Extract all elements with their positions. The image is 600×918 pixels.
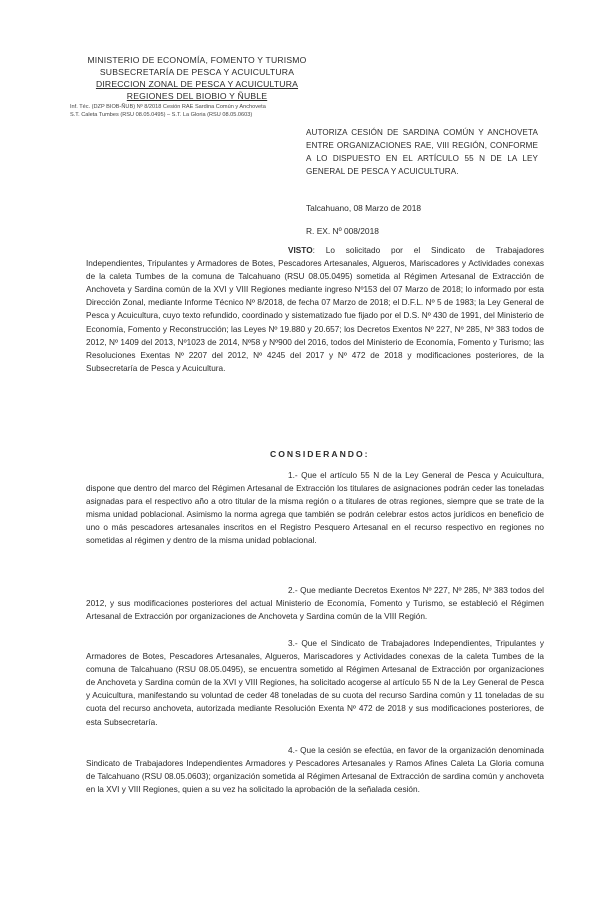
considerando-text: 2.- Que mediante Decretos Exentos Nº 227, Nº 285, Nº 383 todos del 2012, y sus modificaciones posteriores del actual Ministerio de Economía, Fomento y Turismo, se estableció el Régimen Artesanal de Extracción por organizaciones de Anchoveta y Sardina común de la VIII Región. [86,586,544,622]
resolution-number: R. EX. Nº 008/2018 [306,226,379,236]
visto-paragraph [86,244,544,375]
zonal-direction-line: DIRECCION ZONAL DE PESCA Y ACUICULTURA [95,79,299,89]
considerando-1 [86,469,544,548]
reference-line: S.T. Caleta Tumbes (RSU 08.05.0495) – S.T. La Gloria (RSU 08.05.0603) [70,111,253,118]
considerando-4 [86,744,544,796]
regions-line: REGIONES DEL BIOBIO Y ÑUBLE [126,91,268,101]
letterhead [72,54,322,102]
considerando-text: 4.- Que la cesión se efectúa, en favor de la organización denominada Sindicato de Trabajadores Independientes Armadores y Pescadores Artesanales y Ramos Afines Caleta La Gloria comuna de Talcahuano (RSU 08.05.0603); organización sometida al Régimen Artesanal de Extracción de sardina común y anchoveta en la XVI y VIII Regiones, quien a su vez ha solicitado la aprobación de la señalada cesión. [86,746,544,795]
subject-block: AUTORIZA CESIÓN DE SARDINA COMÚN Y ANCHOVETA ENTRE ORGANIZACIONES RAE, VIII REGIÓN, CONFORME A LO DISPUESTO EN EL ARTÍCULO 55 N DE LA LEY GENERAL DE PESCA Y ACUICULTURA. [306,128,538,176]
undersecretariat-line: SUBSECRETARÍA DE PESCA Y ACUICULTURA [99,67,295,77]
reference-line: Inf. Téc. (DZP BIOB-ÑUB) Nº 8/2018 Cesión RAE Sardina Común y Anchoveta [70,104,266,110]
reference-block [70,104,340,119]
considerando-title: CONSIDERANDO: [270,449,370,459]
considerando-text: 1.- Que el artículo 55 N de la Ley General de Pesca y Acuicultura, dispone que dentro del marco del Régimen Artesanal de Extracción los titulares de asignaciones podrán ceder las toneladas asignadas para el respectivo año a otro titular de la misma región o a titulares de otras regiones, siempre que se trate de la misma unidad poblacional. Asimismo la norma agrega que también se podrán celebrar estos actos jurídicos en beneficio de uno o más pescadores artesanales inscritos en el Registro Pesquero Artesanal en el recurso respectivo en regiones no sometidas al régimen y dentro de la misma unidad poblacional. [86,471,544,546]
place-date: Talcahuano, 08 Marzo de 2018 [306,203,422,213]
visto-text: : Lo solicitado por el Sindicato de Trabajadores Independientes, Tripulantes y Armadores de Botes, Pescadores Artesanales, Algueros, Mariscadores y Actividades conexas de la caleta Tumbes de la comuna de Talcahuano (RSU 08.05.0495) sometida al Régimen Artesanal de Extracción de Anchoveta y Sardina común de la XVI y VIII Regiones mediante ingreso Nº153 del 07 Marzo de 2018; lo informado por esta Dirección Zonal, mediante Informe Técnico Nº 8/2018, de fecha 07 Marzo de 2018; el D.F.L. Nº 5 de 1983; la Ley General de Pesca y Acuicultura, cuyo texto refundido, coordinado y sistematizado fue fijado por el D.S. Nº 430 de 1991, del Ministerio de Economía, Fomento y Reconstrucción; las Leyes Nº 19.880 y 20.657; los Decretos Exentos Nº 227, Nº 285, Nº 383 todos de 2012, Nº 1409 del 2013, Nº1023 de 2014, Nº58 y Nº900 del 2016, todos del Ministerio de Economía, Fomento y Turismo; las Resoluciones Exentas Nº 2207 del 2012, Nº 4245 del 2017 y Nº 472 de 2018 y modificaciones posteriores, de la Subsecretaría de Pesca y Acuicultura. [86,246,544,373]
visto-lead: VISTO [288,246,313,255]
ministry-line: MINISTERIO DE ECONOMÍA, FOMENTO Y TURISMO [87,55,307,65]
considerando-2 [86,584,544,623]
considerando-text: 3.- Que el Sindicato de Trabajadores Independientes, Tripulantes y Armadores de Botes, Pescadores Artesanales, Algueros, Mariscadores y Actividades conexas de la caleta Tumbes de la comuna de Talcahuano (RSU 08.05.0495), se encuentra sometido al Régimen Artesanal de Extracción por organizaciones de Anchoveta y Sardina común de la XVI y VIII Regiones, ha solicitado acogerse al artículo 55 N de la Ley General de Pesca y Acuicultura, manifestando su voluntad de ceder 48 toneladas de su cuota del recurso Sardina común y 11 toneladas de su cuota del recurso anchoveta, autorizada mediante Resolución Exenta Nº 472 de 2018 y sus modificaciones posteriores, de esta Subsecretaría. [86,639,544,727]
considerando-3 [86,637,544,729]
